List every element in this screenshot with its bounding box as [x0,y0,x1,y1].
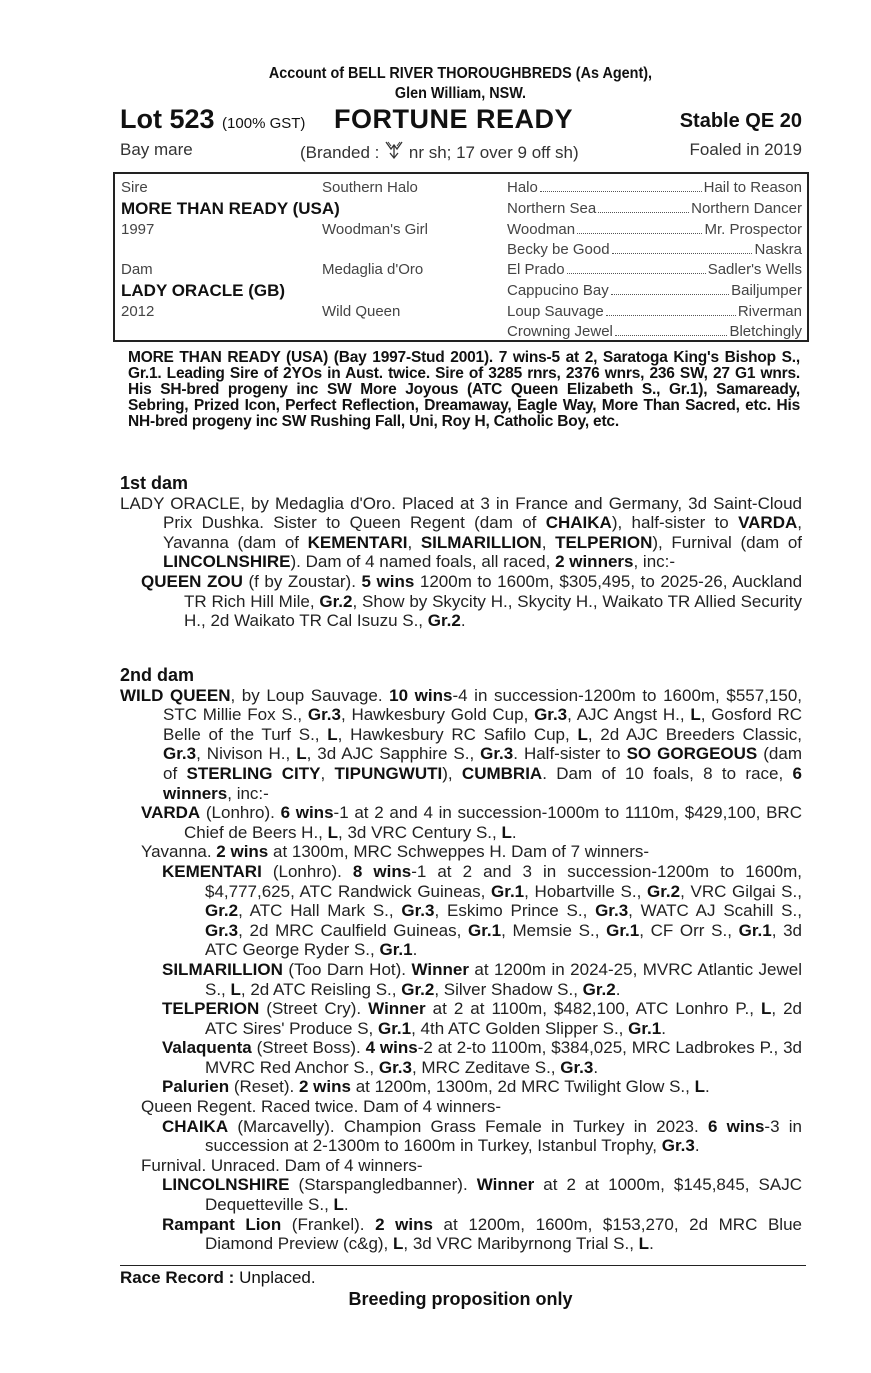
bold-run: Gr.2 [205,901,239,921]
text-run: -1 at 2 and 4 in succession-1000m to 1110m, $429,100, BRC Chief de Beers H., [184,803,802,842]
text-run: , Nivison H., [196,744,297,764]
text-run: , 3d VRC Maribyrnong Trial S., [403,1234,639,1254]
bold-run: L [760,999,772,1019]
bold-run: Gr.2 [401,979,435,999]
bold-run: Gr.3 [595,901,629,921]
ancestor-left: Northern Sea [507,200,597,217]
first-dam-paragraphs [120,494,802,631]
text-run: ), Furnival (dam of [652,532,802,552]
ancestor-row [507,200,802,217]
text-run: . [412,940,418,960]
bold-run: Gr.3 [378,1057,412,1077]
text-run: , 2d AJC Breeders Classic, [587,724,802,744]
text-run: ). Dam of 4 named foals, all raced, [290,552,556,572]
brand-prefix: (Branded : [300,143,380,162]
text-run: , 2d MRC Caulfield Guineas, [238,920,468,940]
horse-details [120,140,802,162]
text-run: , Show by Skycity H., Skycity H., Waikato TR Allied Security H., 2d Waikato TR Cal Isuzu S., [184,591,802,631]
bold-run: CHAIKA [162,1116,229,1136]
bold-run: Gr.3 [307,705,341,725]
bold-run: LINCOLNSHIRE [163,552,291,572]
text-run: (Street Boss). [251,1038,366,1058]
bold-run: L [230,979,241,999]
bold-run: WILD QUEEN [120,685,231,705]
bold-run: Gr.3 [163,744,197,764]
vendor-account [46,64,871,104]
text-run: , 3d ATC George Ryder S., [205,920,803,960]
text-run: , [320,763,335,783]
bold-run: CUMBRIA [461,763,543,783]
bold-run: L [327,822,339,842]
text-run: . Half-sister to [513,744,627,764]
race-record-label: Race Record : [120,1268,235,1287]
pedigree-paragraph [141,571,803,631]
sire-name: MORE THAN READY (USA) [121,199,340,218]
brand-info [300,140,579,163]
pedigree-paragraph [162,1175,803,1215]
text-run: Furnival. Unraced. Dam of 4 winners- [141,1155,423,1175]
brand-mark-icon [384,140,404,162]
pedigree-paragraph [162,1077,802,1097]
bold-run: Rampant Lion [162,1214,282,1234]
gst-note: (100% GST) [222,115,306,132]
text-run: , by Loup Sauvage. [230,685,390,705]
ancestor-right: Sadler's Wells [707,261,802,278]
text-run: -3 in succession at 2-1300m to 1600m in Turkey, Istanbul Trophy, [205,1116,802,1156]
bold-run: Gr.3 [661,1136,695,1156]
dam-label: Dam [121,261,153,278]
sire-label: Sire [121,179,148,196]
bold-run: L [296,744,307,764]
text-run: , Yavanna (dam of [163,513,802,552]
text-run: LADY ORACLE, by Medaglia d'Oro. Placed at 3 in France and Germany, 3d Saint-Cloud Prix Dushka. Sister to Queen Regent (dam of [120,493,802,533]
bold-run: L [577,724,588,744]
text-run: , Hobartville S., [524,881,647,901]
text-run: , CF Orr S., [639,920,739,940]
bold-run: VARDA [141,803,201,823]
pedigree-paragraph [162,1214,802,1254]
text-run: . [593,1057,599,1077]
text-run: -4 in succession-1200m to 1600m, $557,150, STC Millie Fox S., [163,685,803,725]
bold-run: Gr.3 [534,705,568,725]
pedigree-paragraph [141,1155,802,1176]
bold-run: L [501,822,512,842]
bold-run: 2 winners [555,552,634,572]
ancestor-row [507,261,802,278]
text-run: (Too Darn Hot). [282,959,412,979]
text-run: at 1300m, MRC Schweppes H. Dam of 7 winners- [268,842,650,862]
second-dam-heading: 2nd dam [120,665,195,685]
bold-run: TELPERION [162,999,260,1019]
text-run: . [704,1077,710,1097]
ancestor-right: Mr. Prospector [704,221,802,238]
bold-run: SILMARILLION [162,959,283,979]
text-run: at 1200m, 1300m, 2d MRC Twilight Glow S., [350,1077,695,1097]
text-run: (Lonhro). [261,861,353,881]
text-run: (dam of [163,744,802,783]
bold-run: Gr.1 [491,881,525,901]
bold-run: L [333,1195,344,1215]
text-run: , inc:- [227,783,269,803]
pedigree-paragraph [120,493,802,572]
text-run: , 3d VRC Century S., [338,822,502,842]
bold-run: STERLING CITY [186,763,321,783]
horse-sex: Bay mare [120,140,193,159]
text-run: . [460,611,466,631]
pedigree-table [113,172,809,342]
bold-run: Gr.2 [646,881,681,901]
vendor-line-1: Account of BELL RIVER THOROUGHBREDS (As Agent), [268,65,653,82]
text-run: (Frankel). [281,1214,376,1234]
sire-dam: Woodman's Girl [322,221,428,238]
bold-run: Gr.1 [606,920,640,940]
bold-run: Gr.2 [582,979,616,999]
bold-run: 6 winners [163,763,802,803]
bold-run: 6 wins [707,1116,765,1136]
pedigree-paragraph [141,803,802,842]
pedigree-paragraph [162,1116,802,1156]
race-record-value: Unplaced. [239,1268,316,1287]
ancestor-right: Riverman [737,303,802,320]
text-run: ), half-sister to [611,513,739,533]
bold-run: 5 wins [361,571,415,591]
bold-run: 2 wins [375,1214,433,1234]
text-run: , VRC Gilgai S., [680,881,802,901]
second-dam-section [120,666,802,1254]
text-run: (Lonhro). [200,803,281,823]
pedigree-paragraph [162,999,802,1038]
text-run: , Memsie S., [501,920,607,940]
text-run: at 2 at 1100m, $482,100, ATC Lonhro P., [425,999,761,1019]
bold-run: Gr.2 [427,611,461,631]
bold-run: SO GORGEOUS [626,744,758,764]
text-run: (f by Zoustar). [242,571,362,591]
pedigree-paragraph [162,861,803,960]
bold-run: KEMENTARI [162,861,262,881]
ancestor-row [507,303,802,320]
ancestor-row [507,282,802,299]
ancestor-right: Bletchingly [729,323,802,340]
text-run: . [661,1018,666,1038]
second-dam-paragraphs [120,686,802,1254]
ancestor-left: Loup Sauvage [507,303,604,320]
pedigree-paragraph [162,1038,802,1077]
first-dam-section [120,474,802,631]
text-run: . Dam of 10 foals, 8 to race, [542,763,793,783]
foaled-year: Foaled in 2019 [689,140,802,159]
ancestor-row [507,179,802,196]
text-run: , 2d ATC Sires' Produce S, [205,999,802,1038]
bold-run: LINCOLNSHIRE [162,1175,290,1195]
text-run: , WATC AJ Scahill S., [628,901,802,921]
bold-run: 2 wins [299,1077,351,1097]
bold-run: QUEEN ZOU [141,571,243,591]
first-dam-heading: 1st dam [120,473,189,493]
text-run: , AJC Angst H., [567,705,691,725]
ancestor-row [507,323,802,340]
bold-run: Gr.3 [205,920,239,940]
bold-run: CHAIKA [545,513,612,533]
text-run: at 1200m, 1600m, $153,270, 2d MRC Blue Diamond Preview (c&g), [205,1214,802,1254]
sire-year: 1997 [121,221,155,238]
ancestor-right: Northern Dancer [691,200,802,217]
text-run: . [343,1195,349,1215]
lot-label: Lot 523 [120,104,215,134]
horse-name: FORTUNE READY [334,104,574,134]
text-run: (Street Cry). [259,999,369,1019]
text-run: , Hawkesbury Gold Cup, [340,705,535,725]
text-run: , inc:- [633,552,676,572]
bold-run: VARDA [738,513,798,533]
bold-run: L [638,1234,650,1254]
ancestor-right: Hail to Reason [703,179,802,196]
bold-run: Gr.3 [560,1057,594,1077]
text-run: , 3d AJC Sapphire S., [306,744,481,764]
bold-run: 6 wins [280,803,334,823]
bold-run: 10 wins [389,685,453,705]
bold-run: KEMENTARI [307,532,408,552]
bold-run: Gr.1 [467,920,502,940]
text-run: Queen Regent. Raced twice. Dam of 4 winners- [141,1097,502,1117]
text-run: ), [442,763,462,783]
bold-run: Gr.1 [379,940,413,960]
pedigree-paragraph [120,685,803,804]
vendor-line-2: Glen William, NSW. [394,85,526,102]
bold-run: TIPUNGWUTI [334,763,443,783]
text-run: . [511,822,517,842]
dam-dam: Wild Queen [322,303,401,320]
ancestor-row [507,221,802,238]
race-record [120,1268,316,1288]
bold-run: L [327,724,338,744]
bold-run: Palurien [162,1077,230,1097]
text-run: , [407,532,421,552]
text-run: , ATC Hall Mark S., [238,901,402,921]
ancestor-left: El Prado [507,261,565,278]
ancestor-left: Halo [507,179,538,196]
text-run: at 1200m in 2024-25, MVRC Atlantic Jewel S., [205,959,802,999]
text-run: -2 at 2-to 1100m, $384,025, MRC Ladbrokes P., 3d MVRC Red Anchor S., [205,1038,802,1077]
bold-run: SILMARILLION [420,532,542,552]
breeding-note: Breeding proposition only [348,1289,573,1309]
text-run: , 2d ATC Reisling S., [240,979,402,999]
dam-year: 2012 [121,303,155,320]
pedigree-paragraph [141,1097,802,1117]
text-run: 1200m to 1600m, $305,495, to 2025-26, Auckland TR Rich Hill Mile, [184,571,803,611]
footer-divider [120,1265,806,1266]
text-run: , Silver Shadow S., [434,979,583,999]
bold-run: L [694,1077,705,1097]
text-run: at 2 at 1000m, $145,845, SAJC Dequetteville S., [205,1175,803,1215]
text-run: , Gosford RC Belle of the Turf S., [163,705,802,744]
text-run: . [649,1234,654,1254]
bold-run: TELPERION [555,532,653,552]
bold-run: Winner [368,999,426,1019]
ancestor-left: Woodman [507,221,576,238]
ancestor-left: Becky be Good [507,241,610,258]
text-run: . [694,1136,700,1156]
bold-run: 2 wins [216,842,269,862]
pedigree-paragraph [162,959,802,999]
text-run: Yavanna. [141,842,217,862]
text-run: , MRC Zeditave S., [411,1057,561,1077]
stable-label: Stable QE 20 [679,110,802,132]
text-run: , Hawkesbury RC Safilo Cup, [337,724,578,744]
ancestor-row [507,241,802,258]
bold-run: 8 wins [352,861,412,881]
bold-run: Gr.1 [378,1018,412,1038]
sire-sire: Southern Halo [322,179,418,196]
bold-run: Gr.2 [319,591,353,611]
text-run: -1 at 2 and 3 in succession-1200m to 1600m, $4,777,625, ATC Randwick Guineas, [205,861,803,901]
bold-run: Gr.1 [738,920,772,940]
bold-run: L [690,705,701,725]
brand-suffix: nr sh; 17 over 9 off sh) [408,143,579,162]
text-run: (Starspangledbanner). [289,1175,477,1195]
ancestor-left: Cappucino Bay [507,282,609,299]
text-run: , [541,532,556,552]
dam-sire: Medaglia d'Oro [322,261,424,278]
bold-run: Gr.1 [628,1018,662,1038]
text-run: (Reset). [229,1077,299,1097]
dam-name: LADY ORACLE (GB) [121,281,286,300]
text-run: , 4th ATC Golden Slipper S., [411,1018,629,1038]
text-run: . [615,979,621,999]
bold-run: Winner [411,959,469,979]
bold-run: Valaquenta [162,1038,252,1058]
ancestor-right: Naskra [754,241,802,258]
bold-run: Gr.3 [480,744,514,764]
lot-number [120,104,305,135]
ancestor-right: Bailjumper [731,282,802,299]
bold-run: Winner [476,1175,535,1195]
bold-run: 4 wins [365,1038,418,1058]
bold-run: L [393,1234,404,1254]
text-run: (Marcavelly). Champion Grass Female in Turkey in 2023. [228,1116,708,1136]
lot-line [120,104,802,136]
sire-summary: MORE THAN READY (USA) (Bay 1997-Stud 2001). 7 wins-5 at 2, Saratoga King's Bishop S., Gr.1. Leading Sire of 2YOs in Aust. twice. Sire of 3285 rnrs, 2376 wnrs, 236 SW, 27 G1 wnrs. His SH-bred progeny inc SW More Joyous (ATC Queen Elizabeth S., Gr.1), Samaready, Sebring, Prized Icon, Perfect Reflection, Dreamaway, Eagle Way, More Than Sacred, etc. His NH-bred progeny inc SW Rushing Fall, Uni, Roy H, Catholic Boy, etc. [128,349,800,430]
bold-run: Gr.3 [401,901,435,921]
pedigree-paragraph [141,842,802,862]
ancestor-left: Crowning Jewel [507,323,613,340]
text-run: , Eskimo Prince S., [434,901,596,921]
